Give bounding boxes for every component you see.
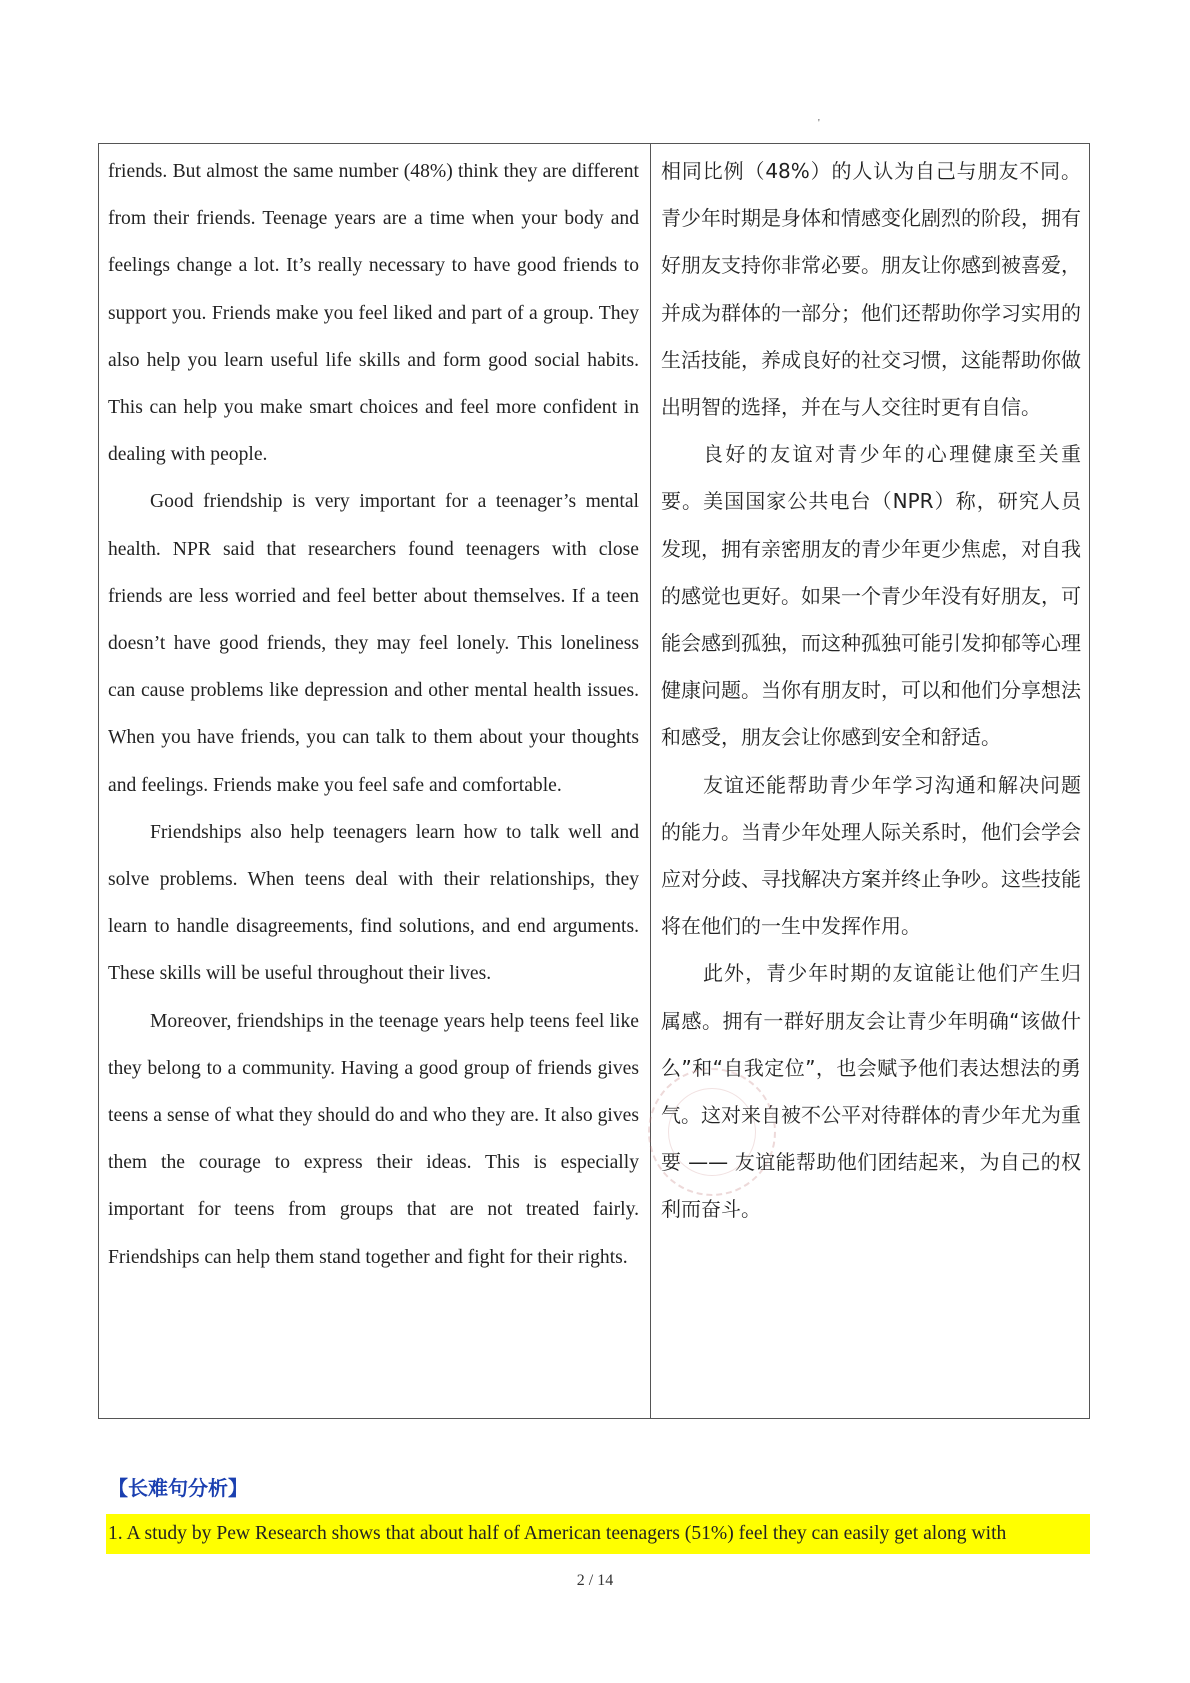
watermark-stamp-ring: [668, 1088, 756, 1176]
chinese-paragraph-3: 友谊还能帮助青少年学习沟通和解决问题的能力。当青少年处理人际关系时，他们会学会应对分歧、寻找解决方案并终止争吵。这些技能将在他们的一生中发挥作用。: [661, 772, 1081, 939]
chinese-paragraph-1: 相同比例（48%）的人认为自己与朋友不同。青少年时期是身体和情感变化剧烈的阶段，拥有好朋友支持你非常必要。朋友让你感到被喜爱，并成为群体的一部分；他们还帮助你学习实用的生活技能，养成良好的社交习惯，这能帮助你做出明智的选择，并在与人交往时更有自信。: [661, 159, 1081, 420]
watermark-stamp: [648, 1068, 776, 1196]
english-paragraph-3: Friendships also help teenagers learn how to talk well and solve problems. When teens deal with their relationships, they learn to handle disagreements, find solutions, and end arguments. These skills will be useful throughout their lives.: [108, 821, 639, 985]
english-column: [108, 148, 639, 1281]
chinese-paragraph-2: 良好的友谊对青少年的心理健康至关重要。美国国家公共电台（NPR）称，研究人员发现，拥有亲密朋友的青少年更少焦虑，对自我的感觉也更好。如果一个青少年没有好朋友，可能会感到孤独，而这种孤独可能引发抑郁等心理健康问题。当你有朋友时，可以和他们分享想法和感受，朋友会让你感到安全和舒适。: [661, 442, 1081, 750]
english-paragraph-4: Moreover, friendships in the teenage years help teens feel like they belong to a community. Having a good group of friends gives teens a sense of what they should do and who they are. It also gives them the courage to express their ideas. This is especially important for teens from groups that are not treated fairly. Friendships can help them stand together and fight for their rights.: [108, 1010, 639, 1268]
chinese-paragraph-4: 此外，青少年时期的友谊能让他们产生归属感。拥有一群好朋友会让青少年明确“该做什么”和“自我定位”，也会赋予他们表达想法的勇气。这对来自被不公平对待群体的青少年尤为重要 —— 友谊能帮助他们团结起来，为自己的权利而奋斗。: [661, 961, 1081, 1222]
english-paragraph-2: Good friendship is very important for a teenager’s mental health. NPR said that researchers found teenagers with close friends are less worried and feel better about themselves. If a teen doesn’t have good friends, they may feel lonely. This loneliness can cause problems like depression and other mental health issues. When you have friends, you can talk to them about your thoughts and feelings. Friends make you feel safe and comfortable.: [108, 491, 639, 796]
bilingual-table: [98, 143, 1090, 1419]
page-number: 2 / 14: [576, 1572, 614, 1589]
column-divider: [650, 144, 651, 1418]
header-mark: ': [818, 118, 820, 129]
english-paragraph-1: friends. But almost the same number (48%) think they are different from their friends. Teenage years are a time when your body and feelings change a lot. It’s really necessary to have good friends to support you. Friends make you feel liked and part of a group. They also help you learn useful life skills and form good social habits. This can help you make smart choices and feel more confident in dealing with people.: [108, 161, 639, 466]
section-heading: 【长难句分析】: [108, 1476, 248, 1500]
highlighted-sentence: 1. A study by Pew Research shows that about half of American teenagers (51%) feel they can easily get along with: [106, 1514, 1090, 1554]
